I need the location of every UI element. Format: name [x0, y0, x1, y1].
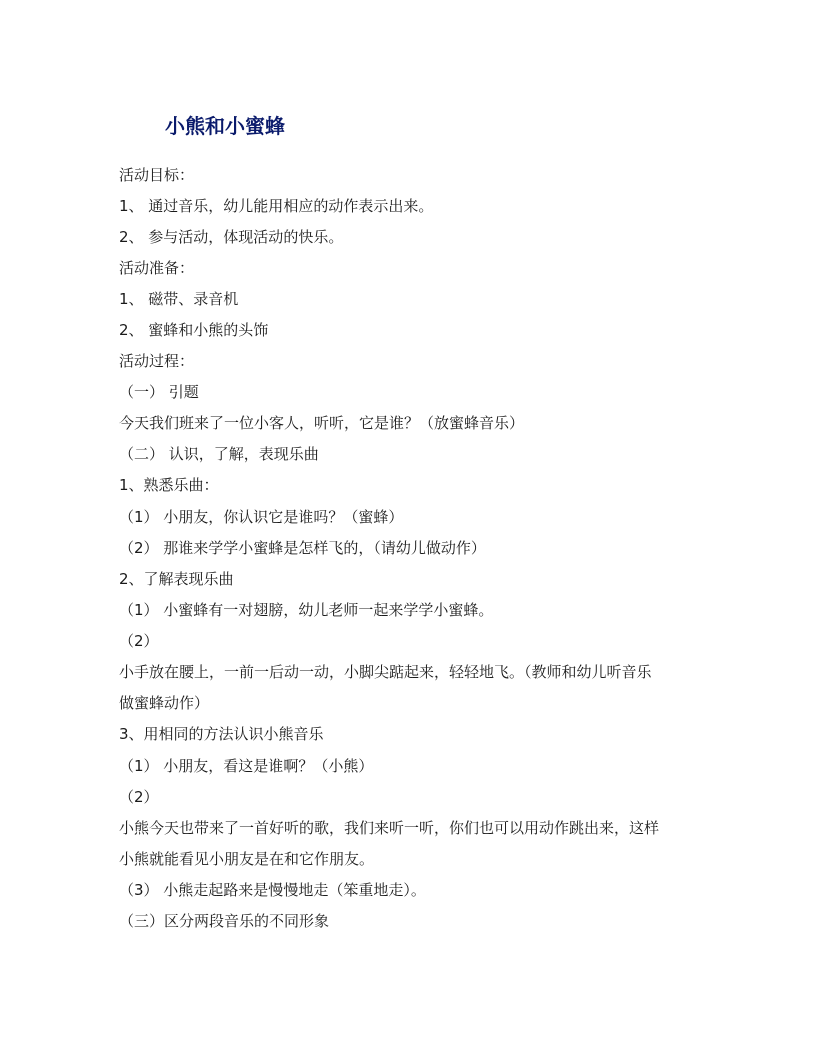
text-line: 活动目标：: [119, 166, 195, 184]
text-line: 活动准备：: [119, 259, 195, 277]
text-line: 小熊今天也带来了一首好听的歌，我们来听一听，你们也可以用动作跳出来，这样: [119, 819, 660, 837]
text-line: 3、用相同的方法认识小熊音乐: [119, 725, 324, 743]
text-line: 活动过程：: [119, 352, 195, 370]
text-line: （1） 小朋友，你认识它是谁吗？（蜜蜂）: [119, 508, 404, 526]
text-line: （一） 引题: [119, 383, 199, 401]
text-line: 2、了解表现乐曲: [119, 570, 234, 588]
text-line: 小手放在腰上，一前一后动一动，小脚尖踮起来，轻轻地飞。（教师和幼儿听音乐: [119, 663, 652, 681]
text-line: 今天我们班来了一位小客人，听听，它是谁？（放蜜蜂音乐）: [119, 414, 525, 432]
text-line: 2、 蜜蜂和小熊的头饰: [119, 321, 269, 339]
text-line: 1、熟悉乐曲：: [119, 476, 219, 494]
text-line: 做蜜蜂动作）: [119, 694, 210, 712]
text-line: 小熊就能看见小朋友是在和它作朋友。: [119, 850, 375, 868]
text-line: （二） 认识，了解，表现乐曲: [119, 445, 319, 463]
text-line: 1、 磁带、录音机: [119, 290, 239, 308]
document-title: 小熊和小蜜蜂: [165, 114, 285, 138]
text-line: 1、 通过音乐，幼儿能用相应的动作表示出来。: [119, 197, 434, 215]
text-line: （1） 小蜜蜂有一对翅膀，幼儿老师一起来学学小蜜蜂。: [119, 601, 494, 619]
text-line: （三）区分两段音乐的不同形象: [119, 912, 330, 930]
text-line: （2） 那谁来学学小蜜蜂是怎样飞的，（请幼儿做动作）: [119, 539, 486, 557]
text-line: （2）: [119, 632, 159, 650]
text-line: 2、 参与活动，体现活动的快乐。: [119, 228, 344, 246]
text-line: （1） 小朋友，看这是谁啊？（小熊）: [119, 757, 374, 775]
text-line: （3） 小熊走起路来是慢慢地走（笨重地走）。: [119, 881, 426, 899]
text-line: （2）: [119, 788, 159, 806]
